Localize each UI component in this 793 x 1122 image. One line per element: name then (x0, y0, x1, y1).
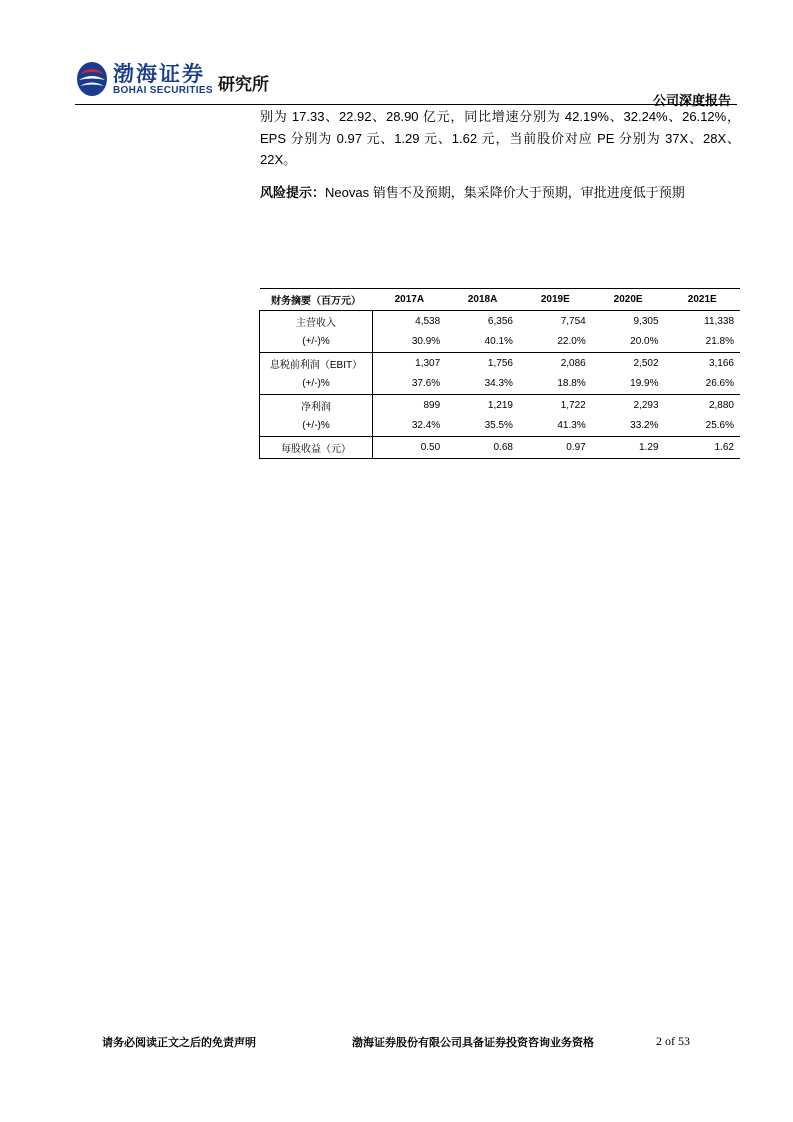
table-cell: 20.0% (592, 332, 665, 353)
table-row (260, 374, 741, 395)
table-cell: 9,305 (633, 315, 659, 327)
table-header-row (260, 289, 741, 311)
row-label: 主营收入 (260, 311, 373, 332)
table-header-cell: 2021E (665, 289, 740, 311)
table-cell: 2,502 (633, 357, 659, 369)
table-cell: 22.0% (519, 332, 592, 353)
row-label: 净利润 (260, 395, 373, 416)
table-cell: 1.29 (592, 437, 665, 459)
table-cell: 32.4% (373, 416, 447, 437)
table-cell: 2,880 (708, 399, 734, 411)
table-cell: 19.9% (592, 374, 665, 395)
table-header-cell: 2018A (446, 289, 519, 311)
logo-english-name: BOHAI SECURITIES (113, 85, 213, 96)
table-row (260, 311, 741, 332)
header-divider (75, 104, 737, 105)
table-cell: 34.3% (446, 374, 519, 395)
table-row (260, 416, 741, 437)
bohai-logo-icon (75, 60, 109, 98)
table-cell: 6,356 (487, 315, 513, 327)
table-cell: 37.6% (373, 374, 447, 395)
risk-label: 风险提示： (260, 185, 326, 200)
table-cell: 18.8% (519, 374, 592, 395)
report-type: 公司深度报告 (652, 94, 731, 109)
table-header-cell: 2019E (519, 289, 592, 311)
row-label: 息税前利润（EBIT） (260, 353, 373, 374)
table-cell: 11,338 (704, 315, 734, 327)
financial-summary-table (259, 288, 740, 459)
table-header-cell: 2017A (373, 289, 447, 311)
page-number: 2 of 53 (656, 1034, 690, 1048)
table-cell: 41.3% (519, 416, 592, 437)
table-cell: 1.62 (665, 437, 740, 459)
table-cell: 35.5% (446, 416, 519, 437)
table-cell: 1,307 (415, 357, 441, 369)
table-cell: 2,086 (560, 357, 586, 369)
row-label: 每股收益（元） (260, 437, 373, 459)
table-cell: 26.6% (665, 374, 740, 395)
table-cell: 899 (423, 399, 441, 411)
table-row (260, 395, 741, 416)
footer-qualification: 渤海证券股份有限公司具备证券投资咨询业务资格 (352, 1036, 594, 1049)
table-row (260, 437, 741, 459)
table-cell: 2,293 (633, 399, 659, 411)
body-paragraph: 别为 17.33、22.92、28.90 亿元，同比增速分别为 42.19%、32.24%、26.12%，EPS 分别为 0.97 元、1.29 元、1.62 元，当前股价对应 PE 分别为 37X、28X、22X。 (260, 109, 740, 167)
risk-warning (260, 183, 740, 203)
table-row (260, 332, 741, 353)
page-header (75, 58, 735, 108)
institute-name: 研究所 (218, 75, 269, 95)
table-row (260, 353, 741, 374)
row-label: (+/-)% (260, 332, 373, 353)
table-cell: 4,538 (415, 315, 441, 327)
risk-text: Neovas 销售不及预期，集采降价大于预期，审批进度低于预期 (325, 185, 685, 200)
table-cell: 1,722 (560, 399, 586, 411)
logo-chinese-name: 渤海证券 (113, 61, 205, 86)
table-header-cell: 财务摘要（百万元） (260, 289, 373, 311)
table-cell: 1,756 (487, 357, 513, 369)
table-cell: 0.50 (373, 437, 447, 459)
page-footer (0, 1034, 793, 1054)
table-header-cell: 2020E (592, 289, 665, 311)
table-cell: 0.68 (446, 437, 519, 459)
table-cell: 0.97 (519, 437, 592, 459)
table-cell: 30.9% (373, 332, 447, 353)
table-cell: 33.2% (592, 416, 665, 437)
table-cell: 25.6% (665, 416, 740, 437)
table-cell: 1,219 (487, 399, 513, 411)
table-cell: 40.1% (446, 332, 519, 353)
table-cell: 7,754 (560, 315, 586, 327)
table-cell: 3,166 (708, 357, 734, 369)
row-label: (+/-)% (260, 374, 373, 395)
table-cell: 21.8% (665, 332, 740, 353)
footer-disclaimer: 请务必阅读正文之后的免责声明 (102, 1036, 256, 1049)
row-label: (+/-)% (260, 416, 373, 437)
